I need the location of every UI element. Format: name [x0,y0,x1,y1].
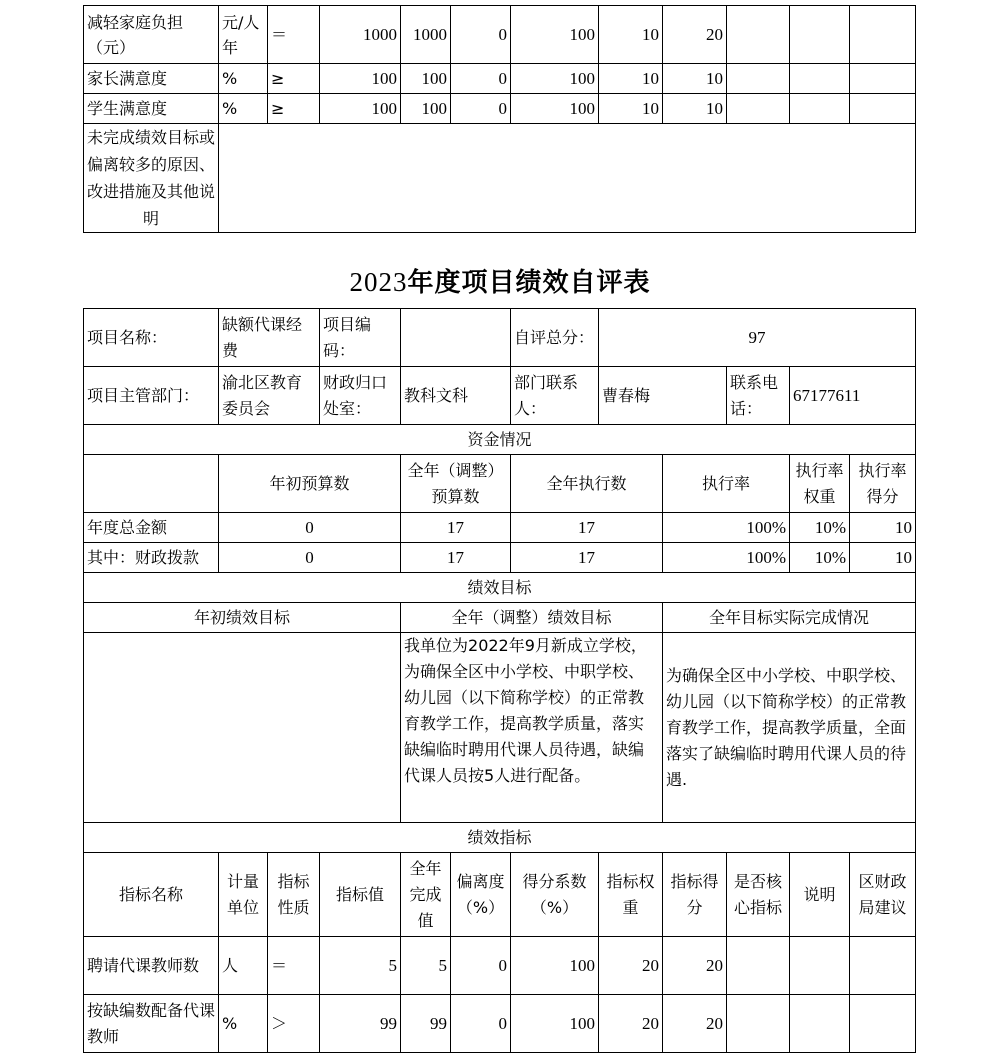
phone-label: 联系电话： [727,367,790,425]
evaluation-table [83,308,916,1053]
indicator-note [790,6,850,64]
table-row [84,603,916,633]
indicator-coefficient: 100 [511,64,599,94]
indicator-core [727,6,790,64]
indicator-advice [850,6,916,64]
indicator-name: 聘请代课教师数 [84,937,219,995]
table-row [84,543,916,573]
funds-header: 全年执行数 [511,455,663,513]
indicators-header: 得分系数（%） [511,853,599,937]
office-label: 财政归口处室： [320,367,401,425]
indicator-unit: % [219,995,268,1053]
indicator-weight: 20 [599,937,663,995]
indicators-header: 指标得分 [663,853,727,937]
dept-label: 项目主管部门： [84,367,219,425]
funds-header-blank [84,455,219,513]
indicator-core [727,995,790,1053]
indicators-header: 指标权重 [599,853,663,937]
title-text: 年度项目绩效自评表 [407,268,651,298]
indicator-weight: 20 [599,995,663,1053]
goals-header-initial: 年初绩效目标 [84,603,401,633]
indicator-nature: ≥ [268,94,320,124]
indicator-note [790,937,850,995]
table-row [84,633,916,823]
office-value: 教科文科 [401,367,511,425]
indicator-deviation: 0 [451,64,511,94]
funds-rate-weight: 10% [790,513,850,543]
indicator-actual: 100 [401,64,451,94]
funds-rate-score: 10 [850,543,916,573]
top-indicator-table [83,5,916,233]
indicator-score: 20 [663,937,727,995]
indicators-header: 区财政局建议 [850,853,916,937]
indicator-score: 20 [663,995,727,1053]
reason-value [219,124,916,233]
indicator-coefficient: 100 [511,995,599,1053]
indicator-note [790,64,850,94]
indicator-advice [850,995,916,1053]
phone-value: 67177611 [790,367,916,425]
goals-initial [84,633,401,823]
funds-header: 执行率得分 [850,455,916,513]
indicator-unit: 人 [219,937,268,995]
funds-header: 年初预算数 [219,455,401,513]
indicator-actual: 99 [401,995,451,1053]
indicator-target: 5 [320,937,401,995]
table-row [84,853,916,937]
indicators-header: 指标名称 [84,853,219,937]
indicator-score: 20 [663,6,727,64]
funds-rate: 100% [663,513,790,543]
indicators-header: 计量单位 [219,853,268,937]
table-row [84,937,916,995]
indicator-target: 100 [320,94,401,124]
page-title [0,262,1000,299]
indicators-section-title: 绩效指标 [84,823,916,853]
funds-rate: 100% [663,543,790,573]
self-score-label: 自评总分： [511,309,599,367]
funds-budget: 0 [219,513,401,543]
indicator-actual: 100 [401,94,451,124]
table-row [84,425,916,455]
indicator-name: 减轻家庭负担（元） [84,6,219,64]
funds-row-label: 其中：财政拨款 [84,543,219,573]
indicator-target: 99 [320,995,401,1053]
funds-executed: 17 [511,513,663,543]
indicator-advice [850,937,916,995]
goals-actual: 为确保全区中小学校、中职学校、幼儿园（以下简称学校）的正常教育教学工作，提高教学质量，全面落实了缺编临时聘用代课人员的待遇. [663,633,916,823]
funds-rate-weight: 10% [790,543,850,573]
project-code-value [401,309,511,367]
contact-label: 部门联系人： [511,367,599,425]
indicator-unit: % [219,64,268,94]
indicator-deviation: 0 [451,995,511,1053]
indicator-nature: ≥ [268,64,320,94]
indicator-coefficient: 100 [511,6,599,64]
funds-header: 执行率 [663,455,790,513]
goals-adjusted: 我单位为2022年9月新成立学校，为确保全区中小学校、中职学校、幼儿园（以下简称学校）的正常教育教学工作，提高教学质量，落实缺编临时聘用代课人员待遇，缺编代课人员按5人进行配备。 [401,633,663,823]
indicator-coefficient: 100 [511,937,599,995]
indicators-header: 全年完成值 [401,853,451,937]
indicator-deviation: 0 [451,94,511,124]
reason-label: 未完成绩效目标或偏离较多的原因、改进措施及其他说明 [84,124,219,233]
table-row [84,309,916,367]
goals-section-title: 绩效目标 [84,573,916,603]
funds-header: 全年（调整）预算数 [401,455,511,513]
indicator-score: 10 [663,94,727,124]
indicator-target: 1000 [320,6,401,64]
indicator-actual: 1000 [401,6,451,64]
table-row [84,995,916,1053]
self-score-value: 97 [599,309,916,367]
indicator-note [790,94,850,124]
dept-value: 渝北区教育委员会 [219,367,320,425]
indicator-deviation: 0 [451,6,511,64]
indicator-advice [850,94,916,124]
indicator-name: 家长满意度 [84,64,219,94]
funds-adjusted: 17 [401,543,511,573]
project-name-value: 缺额代课经费 [219,309,320,367]
contact-value: 曹春梅 [599,367,727,425]
project-code-label: 项目编码： [320,309,401,367]
table-row [84,573,916,603]
indicator-coefficient: 100 [511,94,599,124]
indicator-actual: 5 [401,937,451,995]
indicator-name: 学生满意度 [84,94,219,124]
indicator-core [727,937,790,995]
indicator-weight: 10 [599,6,663,64]
indicators-header: 指标值 [320,853,401,937]
goals-header-adjusted: 全年（调整）绩效目标 [401,603,663,633]
indicator-note [790,995,850,1053]
table-row [84,455,916,513]
indicator-unit: 元/人年 [219,6,268,64]
indicator-core [727,94,790,124]
table-row [84,124,916,233]
funds-header: 执行率权重 [790,455,850,513]
table-row [84,94,916,124]
indicator-core [727,64,790,94]
table-row [84,367,916,425]
table-row [84,64,916,94]
table-row [84,513,916,543]
funds-budget: 0 [219,543,401,573]
project-name-label: 项目名称： [84,309,219,367]
indicator-nature: ＞ [268,995,320,1053]
indicators-header: 指标性质 [268,853,320,937]
goals-header-actual: 全年目标实际完成情况 [663,603,916,633]
indicator-advice [850,64,916,94]
indicator-nature: ＝ [268,937,320,995]
indicators-header: 偏离度（%） [451,853,511,937]
indicator-unit: % [219,94,268,124]
funds-section-title: 资金情况 [84,425,916,455]
indicators-header: 是否核心指标 [727,853,790,937]
funds-executed: 17 [511,543,663,573]
table-row [84,6,916,64]
indicator-weight: 10 [599,64,663,94]
funds-adjusted: 17 [401,513,511,543]
indicator-score: 10 [663,64,727,94]
indicator-name: 按缺编数配备代课教师 [84,995,219,1053]
table-row [84,823,916,853]
funds-rate-score: 10 [850,513,916,543]
indicator-nature: ＝ [268,6,320,64]
indicator-weight: 10 [599,94,663,124]
indicators-header: 说明 [790,853,850,937]
indicator-deviation: 0 [451,937,511,995]
funds-row-label: 年度总金额 [84,513,219,543]
indicator-target: 100 [320,64,401,94]
title-year: 2023 [349,267,408,297]
